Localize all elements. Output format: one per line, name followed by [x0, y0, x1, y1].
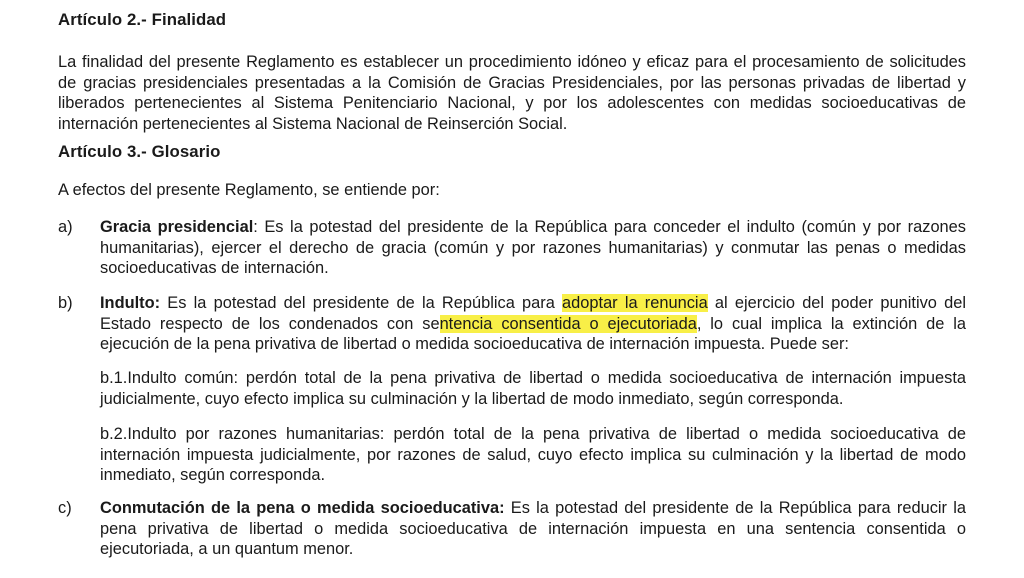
item-a-text: : Es la potestad del presidente de la República para conceder el indulto (común y por razones humanitarias), ejercer el derecho de gracia (común y por razones humanitarias) y conmutar las penas o medidas socioeducativas de internación. — [100, 218, 966, 277]
item-b-text-before: Es la potestad del presidente de la República para — [160, 294, 563, 312]
item-b-body — [100, 293, 966, 355]
article-3-intro: A efectos del presente Reglamento, se entiende por: — [58, 181, 440, 199]
article-2-text: La finalidad del presente Reglamento es establecer un procedimiento idóneo y eficaz para el procesamiento de solicitudes de gracias presidenciales presentadas a la Comisión de Gracias Presidenciales, por las personas privadas de libertad y liberados pertenecientes al Sistema Penitenciario Nacional, y por los adolescentes con medidas socioeducativas de internación pertenecientes al Sistema Nacional de Reinserción Social. — [58, 53, 966, 133]
item-c-letter: c) — [58, 499, 72, 517]
article-2-heading: Artículo 2.- Finalidad — [58, 10, 227, 29]
item-b-term: Indulto: — [100, 294, 161, 312]
item-b-letter: b) — [58, 294, 73, 312]
item-b-highlight-1: adoptar la renuncia — [562, 294, 708, 312]
item-c-text: Es la potestad del presidente de la República para reducir la pena privativa de libertad o medida socioeducativa de internación impuesta en una sentencia consentida o ejecutoriada, a un quantum menor. — [100, 499, 966, 558]
item-b-highlight-2: ntencia consentida o ejecutoriada — [439, 314, 697, 333]
article-3-heading: Artículo 3.- Glosario — [58, 142, 221, 161]
item-b-text-after: , lo cual implica la extinción de la ejecución de la pena privativa de libertad o medida socioeducativa de internación impuesta. Puede ser: — [100, 314, 966, 353]
item-a-term: Gracia presidencial — [100, 218, 254, 236]
item-a-body — [100, 217, 966, 279]
item-c-term: Conmutación de la pena o medida socioeducativa: — [100, 499, 505, 517]
item-b2-text: b.2.Indulto por razones humanitarias: perdón total de la pena privativa de libertad o medida socioeducativa de internación impuesta judicialmente, por razones de salud, cuyo efecto implica su culminación y la libertad de modo inmediato, según corresponda. — [100, 425, 966, 484]
item-a-letter: a) — [58, 218, 73, 236]
item-b-text-middle: al ejercicio del poder punitivo del Estado respecto de los condenados con se — [100, 294, 966, 333]
item-b1-text: b.1.Indulto común: perdón total de la pena privativa de libertad o medida socioeducativa de internación impuesta judicialmente, cuyo efecto implica su culminación y la libertad de modo inmediato, según corresponda. — [100, 369, 966, 408]
item-c-body — [100, 498, 966, 560]
